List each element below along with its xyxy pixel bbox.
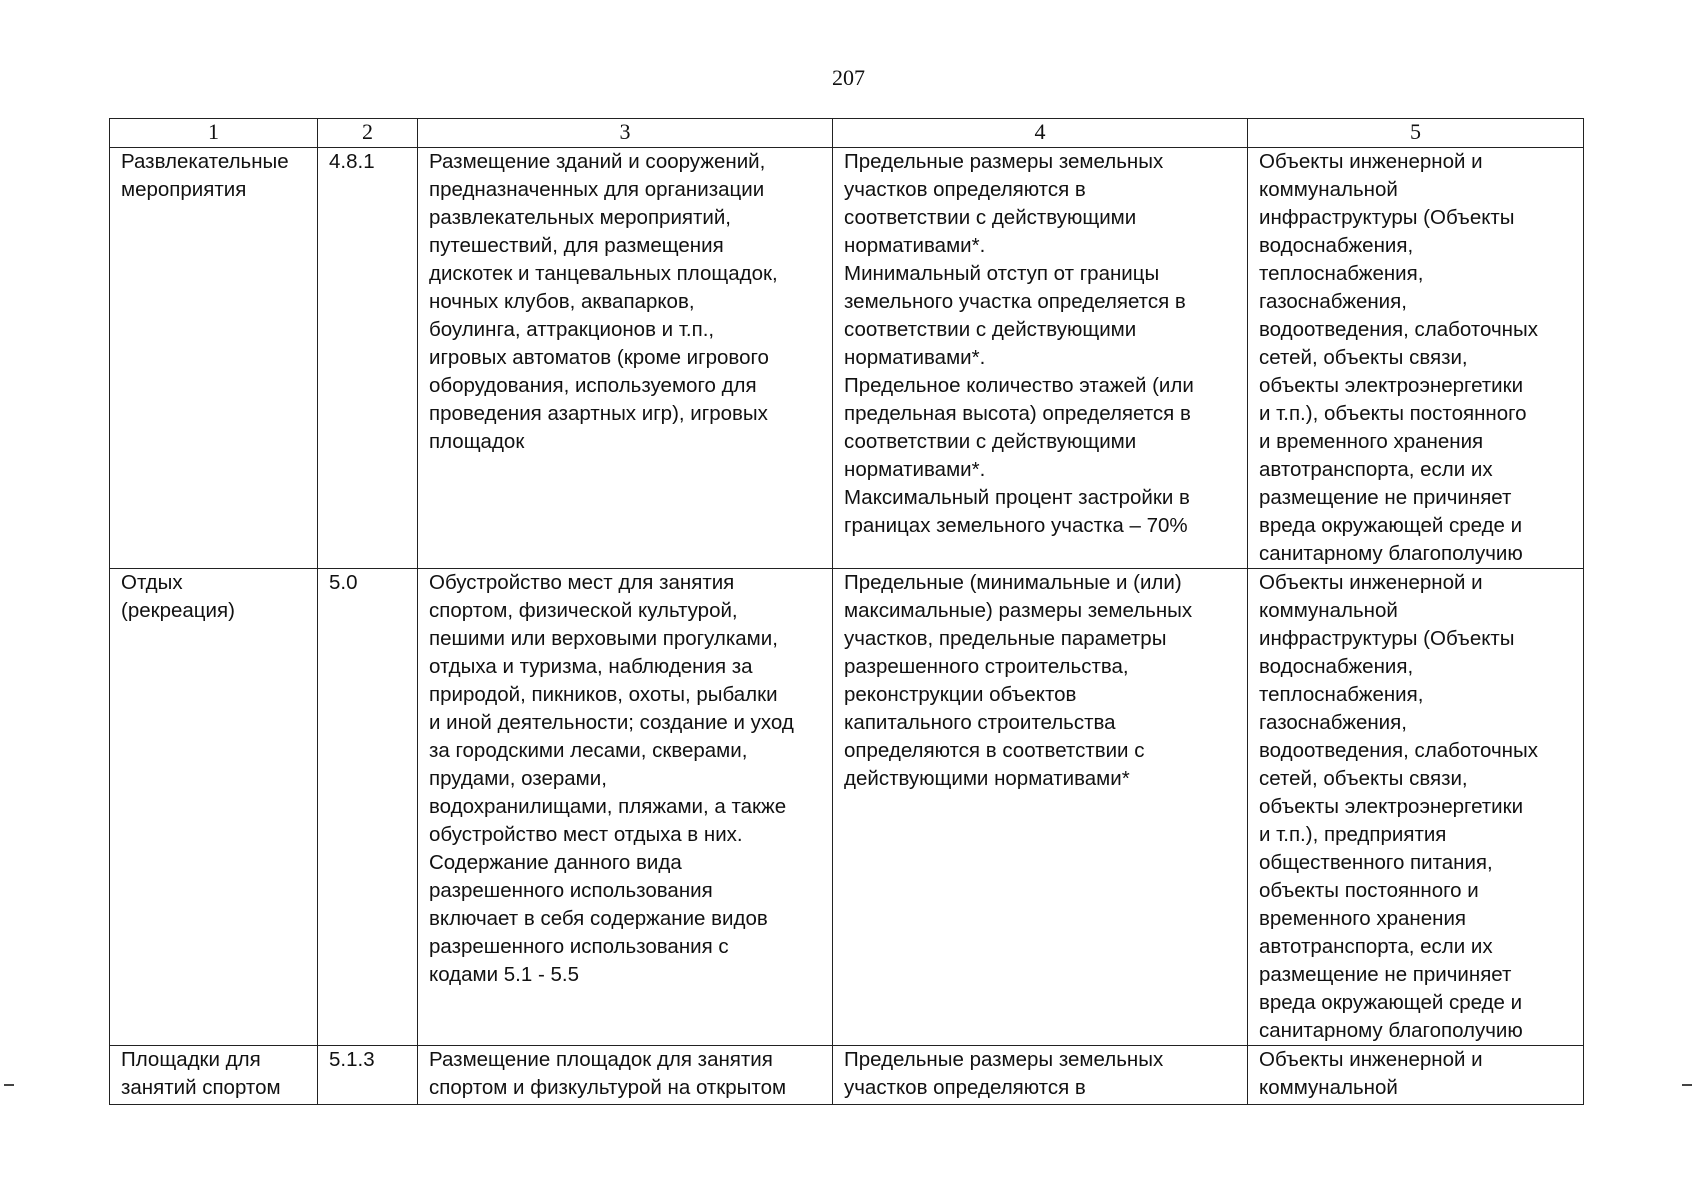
header-row bbox=[110, 119, 1584, 148]
use-type-description: Обустройство мест для занятия спортом, физической культурой, пешими или верховыми прогулками, отдыха и туризма, наблюдения за природой, пикников, охоты, рыбалки и иной деятельности; создание и уход за городскими лесами, скверами, прудами, озерами, водохранилищами, пляжами, а также обустройство мест отдыха в них. Содержание данного вида разрешенного использования включает в себя содержание видов разрешенного использования с кодами 5.1 - 5.5 bbox=[418, 569, 833, 1046]
column-header-1: 1 bbox=[110, 119, 318, 148]
use-type-description: Размещение зданий и сооружений, предназначенных для организации развлекательных мероприятий, путешествий, для размещения дискотек и танцевальных площадок, ночных клубов, аквапарков, боулинга, аттракционов и т.п., игровых автоматов (кроме игрового оборудования, используемого для проведения азартных игр), игровых площадок bbox=[418, 148, 833, 569]
page-number: 207 bbox=[832, 65, 865, 90]
column-header-4: 4 bbox=[833, 119, 1248, 148]
use-type-auxiliary: Объекты инженерной и коммунальной инфраструктуры (Объекты водоснабжения, теплоснабжения, газоснабжения, водоотведения, слаботочных сетей, объекты связи, объекты электроэнергетики и т.п.), предприятия общественного питания, объекты постоянного и временного хранения автотранспорта, если их размещение не причиняет вреда окружающей среде и санитарному благополучию bbox=[1248, 569, 1584, 1046]
column-header-2: 2 bbox=[318, 119, 418, 148]
use-type-code: 5.0 bbox=[318, 569, 418, 1046]
use-type-auxiliary: Объекты инженерной и коммунальной bbox=[1248, 1046, 1584, 1105]
column-header-3: 3 bbox=[418, 119, 833, 148]
table-row bbox=[110, 148, 1584, 569]
right-margin-mark bbox=[1682, 1084, 1692, 1086]
column-header-5: 5 bbox=[1248, 119, 1584, 148]
use-type-code: 5.1.3 bbox=[318, 1046, 418, 1105]
use-type-parameters: Предельные размеры земельных участков определяются в соответствии с действующими нормативами*. Минимальный отступ от границы земельного участка определяется в соответствии с действующими нормативами*. Предельное количество этажей (или предельная высота) определяется в соответствии с действующими нормативами*. Максимальный процент застройки в границах земельного участка – 70% bbox=[833, 148, 1248, 569]
use-type-auxiliary: Объекты инженерной и коммунальной инфраструктуры (Объекты водоснабжения, теплоснабжения, газоснабжения, водоотведения, слаботочных сетей, объекты связи, объекты электроэнергетики и т.п.), объекты постоянного и временного хранения автотранспорта, если их размещение не причиняет вреда окружающей среде и санитарному благополучию bbox=[1248, 148, 1584, 569]
use-type-parameters: Предельные (минимальные и (или) максимальные) размеры земельных участков, предельные параметры разрешенного строительства, реконструкции объектов капитального строительства определяются в соответствии с действующими нормативами* bbox=[833, 569, 1248, 1046]
use-type-code: 4.8.1 bbox=[318, 148, 418, 569]
zoning-table bbox=[109, 118, 1584, 1105]
table-row bbox=[110, 1046, 1584, 1105]
use-type-name: Отдых (рекреация) bbox=[110, 569, 318, 1046]
left-margin-mark bbox=[4, 1084, 14, 1086]
use-type-description: Размещение площадок для занятия спортом и физкультурой на открытом bbox=[418, 1046, 833, 1105]
use-type-name: Развлекательные мероприятия bbox=[110, 148, 318, 569]
use-type-parameters: Предельные размеры земельных участков определяются в bbox=[833, 1046, 1248, 1105]
use-type-name: Площадки для занятий спортом bbox=[110, 1046, 318, 1105]
table-row bbox=[110, 569, 1584, 1046]
